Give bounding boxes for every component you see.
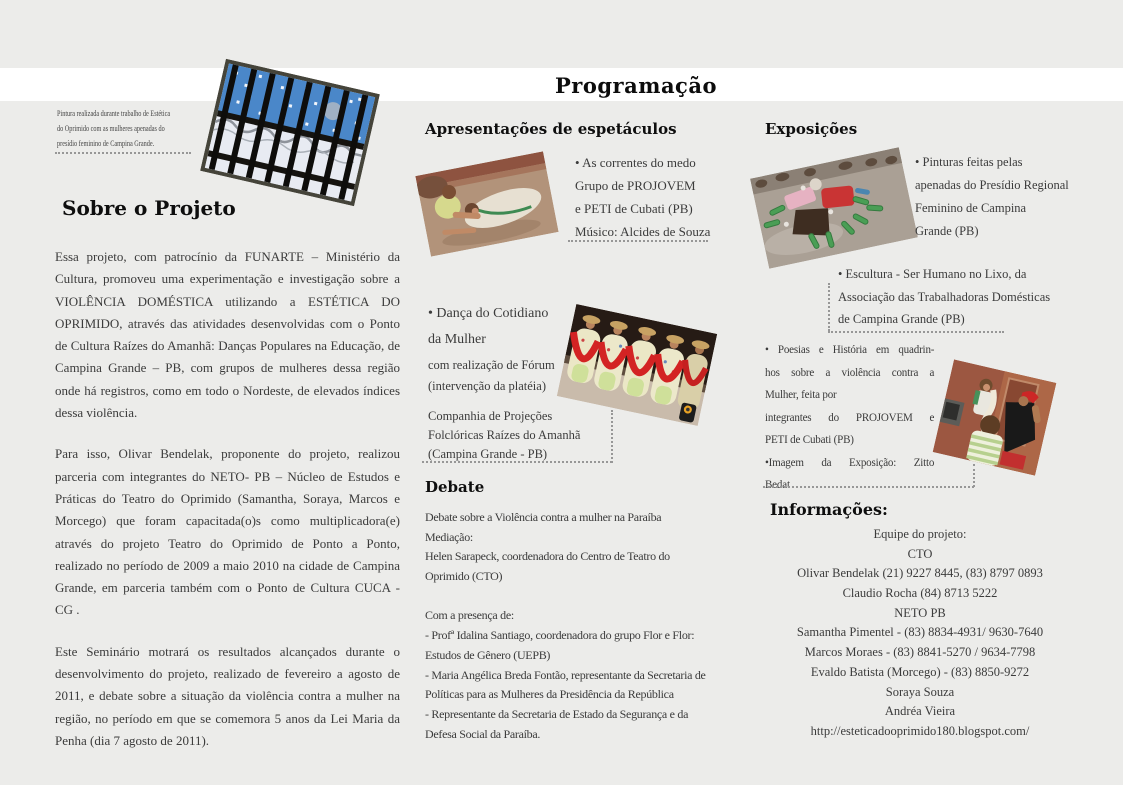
show1-line: Grupo de PROJOVEM bbox=[575, 178, 696, 193]
show2-line: • Dança do Cotidiano bbox=[428, 306, 549, 321]
photo-bottle-sculpture bbox=[750, 147, 918, 269]
about-paragraph-1: Essa projeto, com patrocínio da FUNARTE – Ministério da Cultura, promoveu uma experimentação e investigação sobre a VIOLÊNCIA DOMÉSTICA utilizando a ESTÉTICA DO OPRIMIDO, através das atividades desenvolvidas com o Ponto de Cultura Raízes do Amanhã: Danças Populares na Educação, de Campina Grande – PB, com grupos de mulheres dessa região onde há registros, como em todo o Nordeste, de elevados índices dessa violência. bbox=[55, 249, 400, 421]
expo-heading: Exposições bbox=[765, 120, 858, 138]
expo3-dotted-divider bbox=[763, 486, 974, 488]
expo3-text bbox=[765, 342, 934, 500]
expo3-line: • Poesias e História em quadrin- bbox=[765, 342, 935, 356]
expo3-line: integrantes do PROJOVEM e bbox=[765, 409, 935, 424]
expo2-line: de Campina Grande (PB) bbox=[838, 312, 965, 326]
expo1-line: Feminino de Campina bbox=[915, 201, 1027, 215]
info-line: NETO PB bbox=[894, 605, 946, 620]
about-paragraphs bbox=[55, 246, 400, 771]
about-paragraph-3: Este Seminário motrará os resultados alcançados durante o desenvolvimento do projeto, realizado de fevereiro a agosto de 2011, e debate sobre a situação da violência contra a mulher na região, no período em que se comemora 5 anos da Lei Maria da Penha (dia 7 agosto de 2011). bbox=[55, 643, 400, 748]
show1-dotted-divider bbox=[568, 240, 708, 242]
debate-line: Com a presença de: bbox=[425, 608, 514, 623]
debate-line: Helen Sarapeck, coordenadora do Centro de Teatro do bbox=[425, 549, 670, 564]
photo-theater-scene bbox=[415, 151, 558, 256]
page-title: Programação bbox=[555, 73, 717, 98]
exhibit-scene-image bbox=[933, 359, 1057, 475]
show1-line: e PETI de Cubati (PB) bbox=[575, 201, 693, 216]
show2-company-line: Folclóricas Raízes do Amanhã bbox=[428, 428, 581, 442]
debate-line: Defesa Social da Paraíba. bbox=[425, 726, 541, 741]
debate-line: Estudos de Gênero (UEPB) bbox=[425, 647, 551, 662]
expo3-line: Bedat bbox=[765, 477, 790, 491]
expo1-line: • Pinturas feitas pelas bbox=[915, 155, 1023, 169]
info-line: Andréa Vieira bbox=[884, 704, 956, 719]
folk-dancers-image bbox=[557, 304, 717, 426]
expo3-line: hos sobre a violência contra a bbox=[765, 364, 935, 379]
show1-line: • As correntes do medo bbox=[575, 155, 696, 170]
shows-heading: Apresentações de espetáculos bbox=[425, 120, 677, 138]
bottle-sculpture-image bbox=[750, 147, 918, 269]
expo2-text bbox=[838, 267, 1050, 335]
debate-line: Oprimido (CTO) bbox=[425, 569, 503, 584]
show2-company-line: (Campina Grande - PB) bbox=[428, 447, 548, 461]
photo-folk-dancers bbox=[557, 304, 717, 426]
show2-line: com realização de Fórum bbox=[428, 358, 555, 372]
show2-text bbox=[428, 306, 555, 400]
info-line: Samantha Pimentel - (83) 8834-4931/ 9630-7640 bbox=[796, 625, 1044, 640]
debate-line: - Maria Angélica Breda Fontão, representante da Secretaria de bbox=[425, 667, 706, 682]
show2-dotted-divider bbox=[422, 461, 612, 463]
expo3-dotted-vertical bbox=[973, 464, 975, 487]
info-line: Claudio Rocha (84) 8713 5222 bbox=[842, 586, 998, 601]
debate-line-blank bbox=[425, 589, 706, 609]
debate-line: Mediação: bbox=[425, 529, 473, 544]
debate-line: - Profª Idalina Santiago, coordenadora do grupo Flor e Flor: bbox=[425, 628, 695, 643]
expo2-line: Associação das Trabalhadoras Domésticas bbox=[838, 289, 1051, 304]
show1-text bbox=[575, 155, 710, 247]
debate-line: Debate sobre a Violência contra a mulher na Paraíba bbox=[425, 510, 662, 524]
show2-line: da Mulher bbox=[428, 332, 486, 347]
debate-line: Políticas para as Mulheres da Presidência da República bbox=[425, 687, 674, 702]
debate-heading: Debate bbox=[425, 478, 485, 496]
info-line: CTO bbox=[907, 546, 933, 561]
show2-line: (intervenção da platéia) bbox=[428, 379, 546, 393]
caption-line: Pintura realizada durante trabalho de Estética bbox=[57, 109, 171, 118]
info-line: Marcos Moraes - (83) 8841-5270 / 9634-7798 bbox=[804, 645, 1036, 660]
expo2-dotted-vertical bbox=[828, 283, 830, 331]
debate-line: - Representante da Secretaria de Estado da Segurança e da bbox=[425, 706, 689, 721]
about-paragraph-2: Para isso, Olivar Bendelak, proponente do projeto, realizou parceria com integrantes do NETO- PB – Núcleo de Estudos e Práticas do Teatro do Oprimido (Samantha, Soraya, Marcos e Morcego) que foram capacitada(o)s como multiplicadora(e) através do projeto Teatro do Oprimido de Ponto a Ponto, realizado no período de 2009 a maio 2010 na cidade de Campina Grande, em parceria também com o Ponto de Cultura CUCA - CG . bbox=[55, 446, 400, 618]
show2-dotted-vertical bbox=[611, 410, 613, 463]
expo1-text bbox=[915, 155, 1069, 247]
info-line: Equipe do projeto: bbox=[873, 527, 967, 541]
expo3-line: •Imagem da Exposição: Zitto bbox=[765, 454, 935, 469]
info-line: http://esteticadooprimido180.blogspot.com/ bbox=[810, 723, 1030, 738]
caption-dotted-divider bbox=[55, 152, 191, 154]
expo3-line: PETI de Cubati (PB) bbox=[765, 432, 854, 446]
info-text bbox=[762, 527, 1078, 744]
expo1-line: Grande (PB) bbox=[915, 224, 979, 238]
info-line: Soraya Souza bbox=[885, 684, 955, 699]
about-heading: Sobre o Projeto bbox=[62, 196, 236, 220]
expo2-line: • Escultura - Ser Humano no Lixo, da bbox=[838, 267, 1027, 281]
expo1-line: apenadas do Presídio Regional bbox=[915, 178, 1069, 192]
painting-caption bbox=[57, 106, 170, 151]
expo2-dotted-divider bbox=[828, 331, 1004, 333]
caption-line: do Oprimido com as mulheres apenadas do bbox=[57, 124, 165, 133]
show2-company-line: Companhia de Projeções bbox=[428, 409, 553, 423]
info-line: Evaldo Batista (Morcego) - (83) 8850-9272 bbox=[810, 664, 1030, 679]
info-line: Olivar Bendelak (21) 9227 8445, (83) 8797 0893 bbox=[797, 566, 1043, 581]
photo-exhibit-scene bbox=[933, 359, 1057, 475]
caption-line: presídio feminino de Campina Grande. bbox=[57, 139, 155, 148]
info-heading: Informações: bbox=[770, 500, 888, 519]
show2-company-text bbox=[428, 409, 580, 466]
debate-text bbox=[425, 510, 706, 746]
show1-line: Músico: Alcides de Souza bbox=[575, 224, 711, 239]
expo3-line: Mulher, feita por bbox=[765, 387, 837, 401]
bottom-white-band bbox=[0, 785, 1123, 794]
theater-scene-image bbox=[415, 151, 558, 256]
